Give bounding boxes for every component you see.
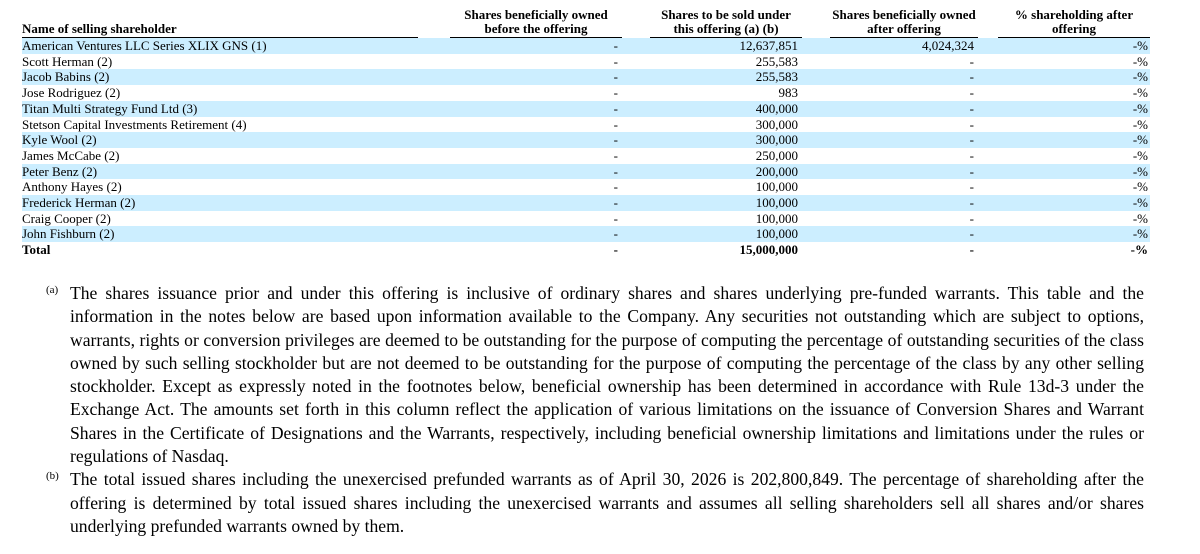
- cell-before: -: [613, 210, 618, 226]
- cell-name: Anthony Hayes (2): [22, 179, 122, 195]
- header-after: Shares beneficially owned after offering: [802, 0, 978, 38]
- footnotes: [46, 282, 1144, 538]
- cell-name: Peter Benz (2): [22, 164, 422, 180]
- cell-sold: 12,637,851: [622, 38, 802, 54]
- table-row: [22, 132, 1150, 148]
- table-row: [22, 101, 1150, 117]
- cell-after: -: [969, 85, 974, 101]
- cell-sold: 100,000: [622, 226, 802, 242]
- cell-pct: -%: [978, 164, 1150, 180]
- cell-before: -: [422, 164, 622, 180]
- cell-after: -: [802, 69, 978, 85]
- table-row: [22, 164, 1150, 180]
- table-header-row: [22, 0, 1150, 38]
- cell-before: -: [613, 242, 618, 258]
- cell-pct: -%: [1132, 85, 1148, 101]
- header-pct: % shareholding after offering: [978, 0, 1150, 38]
- cell-before: -: [613, 179, 618, 195]
- footnote: [46, 282, 1144, 468]
- footnote-marker: (a): [46, 284, 59, 296]
- cell-after: -: [969, 242, 974, 258]
- table-total-row: [22, 242, 1150, 258]
- cell-before: -: [422, 226, 622, 242]
- cell-pct: -%: [1132, 53, 1148, 69]
- cell-before: -: [422, 195, 622, 211]
- cell-name: John Fishburn (2): [22, 226, 422, 242]
- cell-after: -: [969, 53, 974, 69]
- table-row: [22, 38, 1150, 54]
- cell-name: Total: [22, 242, 51, 258]
- cell-sold: 300,000: [622, 132, 802, 148]
- footnote-text: The shares issuance prior and under this offering is inclusive of ordinary shares and shares underlying pre-funded warrants. This table and the information in the notes below are based upon information available to the Company. Any securities not outstanding which are subject to options, warrants, rights or conversion privileges are deemed to be outstanding for the purpose of computing the percentage of outstanding securities of the class owned by such selling stockholder but are not deemed to be outstanding for the purpose of computing the percentage of the class by any other selling stockholder. Except as expressly noted in the footnotes below, beneficial ownership has been determined in accordance with Rule 13d-3 under the Exchange Act. The amounts set forth in this column reflect the application of various limitations on the issuance of Conversion Shares and Warrant Shares in the Certificate of Designations and the Warrants, respectively, including beneficial ownership limitations and limitations under the rules or regulations of Nasdaq.: [70, 283, 1144, 467]
- cell-pct: -%: [1132, 179, 1148, 195]
- cell-before: -: [422, 132, 622, 148]
- cell-after: -: [969, 147, 974, 163]
- cell-pct: -%: [978, 38, 1150, 54]
- table-row: [22, 117, 1150, 133]
- cell-sold: 255,583: [755, 53, 798, 69]
- cell-after: 4,024,324: [802, 38, 978, 54]
- cell-pct: -%: [978, 69, 1150, 85]
- cell-pct: -%: [1130, 242, 1148, 258]
- cell-name: Stetson Capital Investments Retirement (4): [22, 116, 247, 132]
- cell-name: Scott Herman (2): [22, 53, 113, 69]
- cell-pct: -%: [1132, 210, 1148, 226]
- cell-name: Frederick Herman (2): [22, 195, 422, 211]
- table-row: [22, 148, 1150, 164]
- cell-after: -: [802, 226, 978, 242]
- cell-after: -: [802, 195, 978, 211]
- cell-name: Jose Rodriguez (2): [22, 85, 121, 101]
- table-row: [22, 85, 1150, 101]
- cell-name: Jacob Babins (2): [22, 69, 422, 85]
- cell-after: -: [969, 179, 974, 195]
- cell-pct: -%: [1132, 147, 1148, 163]
- cell-sold: 100,000: [755, 210, 798, 226]
- cell-before: -: [422, 101, 622, 117]
- table-row: [22, 226, 1150, 242]
- selling-shareholders-table: [22, 0, 1150, 258]
- footnote-marker: (b): [46, 470, 59, 483]
- header-sold: Shares to be sold under this offering (a) (b): [622, 0, 802, 38]
- header-before: Shares beneficially owned before the offering: [422, 0, 622, 38]
- table-row: [22, 211, 1150, 227]
- cell-before: -: [422, 69, 622, 85]
- cell-name: Craig Cooper (2): [22, 210, 111, 226]
- cell-sold: 100,000: [622, 195, 802, 211]
- table-row: [22, 179, 1150, 195]
- cell-after: -: [802, 164, 978, 180]
- cell-sold: 255,583: [622, 69, 802, 85]
- cell-before: -: [613, 147, 618, 163]
- cell-name: James McCabe (2): [22, 147, 120, 163]
- cell-sold: 400,000: [622, 101, 802, 117]
- cell-before: -: [613, 116, 618, 132]
- cell-sold: 983: [778, 85, 798, 101]
- cell-pct: -%: [978, 132, 1150, 148]
- selling-shareholders-table-wrap: [22, 0, 1150, 258]
- cell-sold: 15,000,000: [739, 242, 798, 258]
- table-row: [22, 195, 1150, 211]
- cell-sold: 100,000: [755, 179, 798, 195]
- cell-after: -: [969, 116, 974, 132]
- footnote-text: The total issued shares including the unexercised prefunded warrants as of April 30, 2026 is 202,800,849. The percentage of shareholding after the offering is determined by total issued shares including the unexercised warrants and assumes all selling shareholders sell all shares and/or shares underlying prefunded warrants owned by them.: [70, 469, 1144, 536]
- cell-pct: -%: [1132, 116, 1148, 132]
- cell-pct: -%: [978, 195, 1150, 211]
- cell-before: -: [422, 38, 622, 54]
- cell-before: -: [613, 53, 618, 69]
- cell-pct: -%: [978, 226, 1150, 242]
- table-row: [22, 69, 1150, 85]
- cell-after: -: [969, 210, 974, 226]
- cell-sold: 300,000: [755, 116, 798, 132]
- cell-sold: 200,000: [622, 164, 802, 180]
- cell-pct: -%: [978, 101, 1150, 117]
- footnote: [46, 468, 1144, 538]
- header-name: Name of selling shareholder: [22, 0, 422, 38]
- cell-sold: 250,000: [755, 147, 798, 163]
- table-row: [22, 54, 1150, 70]
- cell-before: -: [613, 85, 618, 101]
- cell-name: American Ventures LLC Series XLIX GNS (1): [22, 38, 422, 54]
- cell-after: -: [802, 101, 978, 117]
- cell-name: Titan Multi Strategy Fund Ltd (3): [22, 101, 422, 117]
- cell-name: Kyle Wool (2): [22, 132, 422, 148]
- cell-after: -: [802, 132, 978, 148]
